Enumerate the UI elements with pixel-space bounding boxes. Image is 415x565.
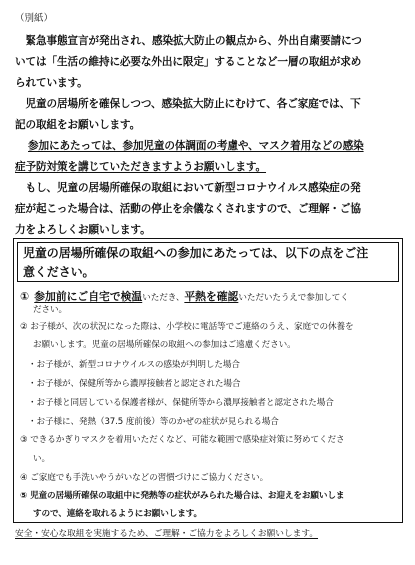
paragraph-1-line-2: いては「生活の維持に必要な外出に限定」することなど一層の取組が求め — [15, 56, 362, 68]
item-1-line-1 — [20, 287, 349, 303]
item-2-sub-4: ・お子様に、発熱（37.5 度前後）等のかぜの症状が見られる場合 — [28, 417, 279, 427]
paragraph-2-line-2: 記の取組をお願いします。 — [15, 119, 141, 131]
item-2-line-2: お願いします。児童の居場所確保の取組への参加はご遠慮ください。 — [33, 340, 296, 350]
item-1-text-b: いただいたうえで参加してく — [238, 293, 349, 303]
paragraph-4-line-3: 力をよろしくお願いします。 — [15, 224, 151, 236]
item-5-line-2: すので、連絡を取れるようにお願いします。 — [33, 509, 203, 519]
item-3-line-1: ③ できるかぎりマスクを着用いただくなど、可能な範囲で感染症対策に努めてくださ — [20, 435, 345, 445]
item-1-text-a: いただき、 — [142, 293, 185, 303]
item-1-line-2: ださい。 — [33, 305, 67, 315]
attachment-label: （別紙） — [15, 13, 54, 24]
item-2-sub-3: ・お子様と同居している保護者様が、保健所等から濃厚接触者と認定された場合 — [28, 398, 334, 408]
item-3-line-2: い。 — [33, 454, 50, 464]
item-5-line-1: ⑤ 児童の居場所確保の取組中に発熱等の症状がみられた場合は、お迎えをお願いしま — [20, 491, 345, 501]
paragraph-3-line-2: 症予防対策を講じていただきますようお願いします。 — [15, 161, 267, 173]
paragraph-1-line-1: 緊急事態宣言が発出され、感染拡大防止の観点から、外出自粛要請につ — [15, 35, 362, 47]
item-2-sub-1: ・お子様が、新型コロナウイルスの感染が判明した場合 — [28, 360, 240, 370]
footer-note: 安全・安心な取組を実施するため、ご理解・ご協力をよろしくお願いします。 — [15, 529, 319, 539]
notice-heading-line-1: 児童の居場所確保の取組への参加にあたっては、以下の点をご注 — [23, 246, 369, 260]
item-4-line-1: ④ ご家庭でも手洗いやうがいなどの習慣づけにご協力ください。 — [20, 473, 269, 483]
item-2-line-1: ② お子様が、次の状況になった際は、小学校に電話等でご連絡のうえ、家庭での休養を — [20, 322, 354, 332]
paragraph-4-line-2: 症が起こった場合は、活動の停止を余儀なくされますので、ご理解・ご協 — [15, 203, 361, 215]
paragraph-3-line-1: 参加にあたっては、参加児童の体調面の考慮や、マスク着用などの感染 — [28, 140, 364, 152]
item-1-emphasis-normal-temp: 平熱を確認 — [184, 290, 239, 303]
notice-heading-line-2: 意ください。 — [23, 265, 95, 279]
item-1-mark: ① — [20, 290, 30, 303]
paragraph-1-line-3: られています。 — [15, 77, 88, 89]
paragraph-2-line-1: 児童の居場所を確保しつつ、感染拡大防止にむけて、各ご家庭では、下 — [15, 98, 361, 110]
paragraph-4-line-1: もし、児童の居場所確保の取組において新型コロナウイルス感染症の発 — [15, 182, 361, 194]
item-2-sub-2: ・お子様が、保健所等から濃厚接触者と認定された場合 — [28, 379, 241, 389]
item-1-emphasis-temperature: 参加前にご自宅で検温 — [34, 290, 143, 303]
